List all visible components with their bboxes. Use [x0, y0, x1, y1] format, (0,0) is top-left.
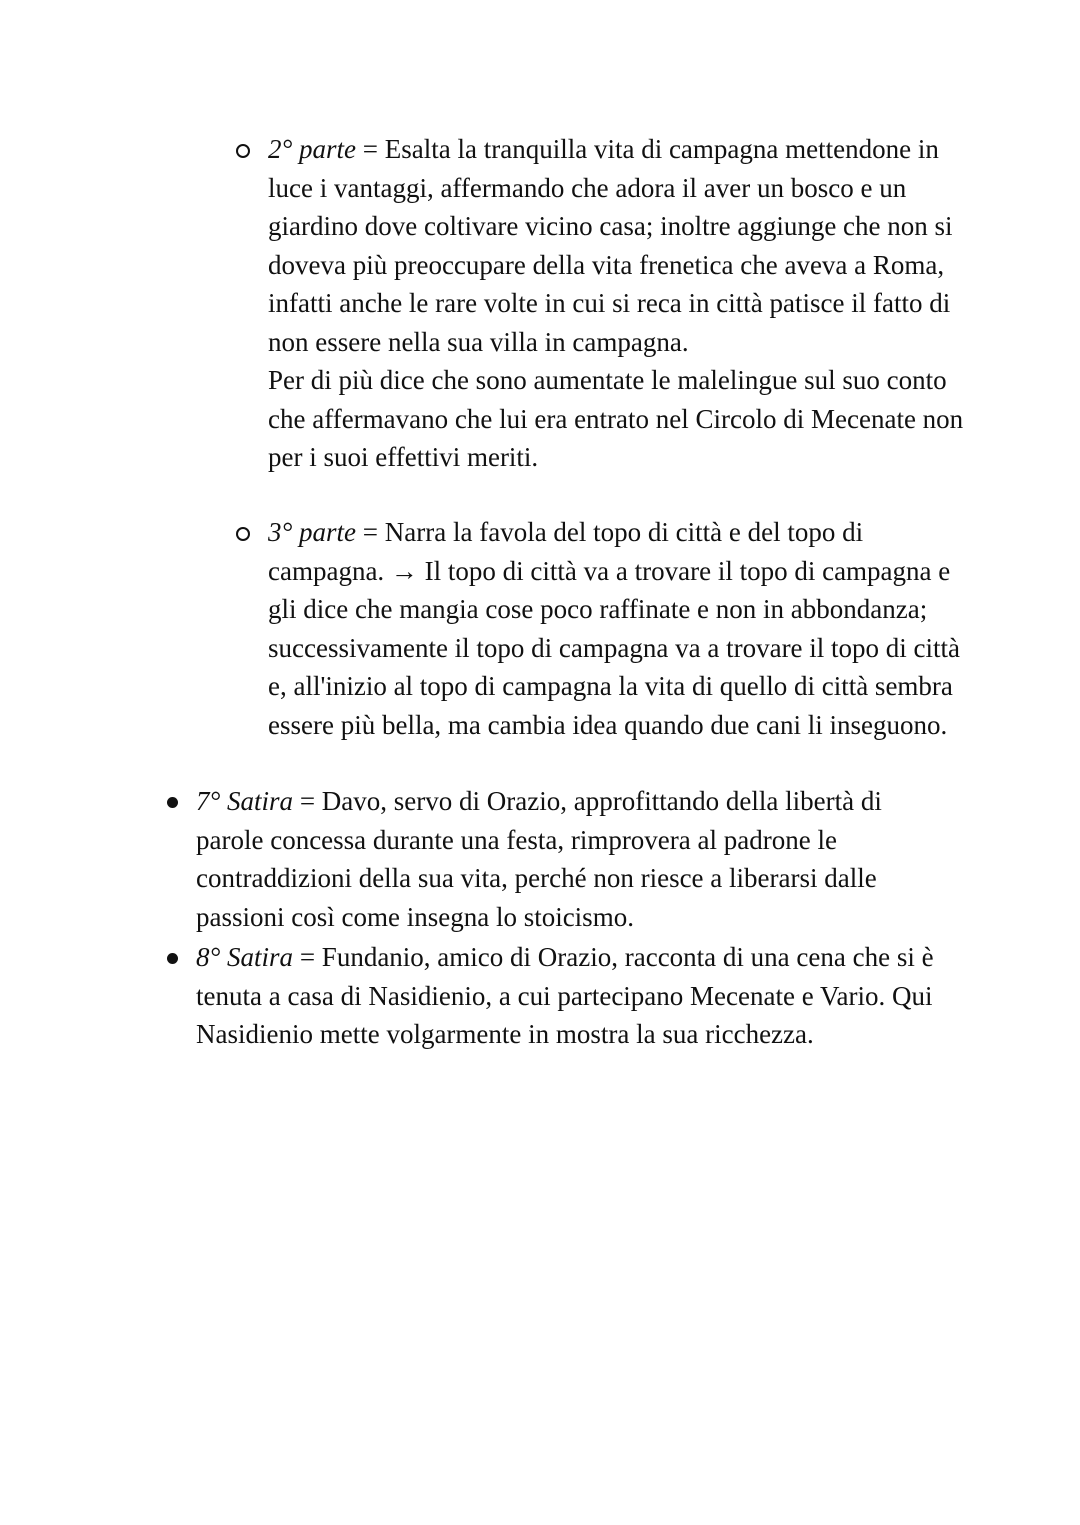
- item-label: 2° parte: [268, 134, 357, 164]
- list-item-8-satira: [196, 938, 956, 1054]
- bullet-icon: [167, 797, 178, 808]
- item-label: 8° Satira: [196, 942, 294, 972]
- item-text: Narra la favola del topo di città e del topo di campagna. → Il topo di città va a trovare il topo di campagna e gli dice che mangia cose poco raffinate e non in abbondanza; successivamente il topo di campagna va a trovare il topo di città e, all'inizio al topo di campagna la vita di quello di città sembra essere più bella, ma cambia idea quando due cani li inseguono.: [268, 517, 961, 740]
- paragraph: [196, 782, 956, 936]
- circle-bullet-icon: [236, 527, 250, 541]
- paragraph: [268, 130, 968, 361]
- circle-bullet-icon: [236, 144, 250, 158]
- item-label: 7° Satira: [196, 786, 294, 816]
- item-text: Fundanio, amico di Orazio, racconta di una cena che si è tenuta a casa di Nasidienio, a cui partecipano Mecenate e Vario. Qui Nasidienio mette volgarmente in mostra la sua ricchezza.: [196, 942, 934, 1049]
- paragraph: [268, 361, 968, 477]
- list-item-3-parte: [268, 513, 968, 744]
- separator: =: [293, 786, 322, 816]
- list-item-7-satira: [196, 782, 956, 936]
- item-text: Per di più dice che sono aumentate le malelingue sul suo conto che affermavano che lui era entrato nel Circolo di Mecenate non per i suoi effettivi meriti.: [268, 365, 964, 472]
- paragraph: [268, 513, 968, 744]
- list-item-2-parte: [268, 130, 968, 477]
- separator: =: [293, 942, 322, 972]
- item-text: Davo, servo di Orazio, approfittando della libertà di parole concessa durante una festa, rimprovera al padrone le contraddizioni della sua vita, perché non riesce a liberarsi dalle passioni così come insegna lo stoicismo.: [196, 786, 882, 932]
- paragraph: [196, 938, 956, 1054]
- item-label: 3° parte: [268, 517, 357, 547]
- bullet-icon: [167, 953, 178, 964]
- separator: =: [356, 134, 385, 164]
- item-text: Esalta la tranquilla vita di campagna mettendone in luce i vantaggi, affermando che adora il aver un bosco e un giardino dove coltivare vicino casa; inoltre aggiunge che non si doveva più preoccupare della vita frenetica che aveva a Roma, infatti anche le rare volte in cui si reca in città patisce il fatto di non essere nella sua villa in campagna.: [268, 134, 953, 357]
- separator: =: [356, 517, 385, 547]
